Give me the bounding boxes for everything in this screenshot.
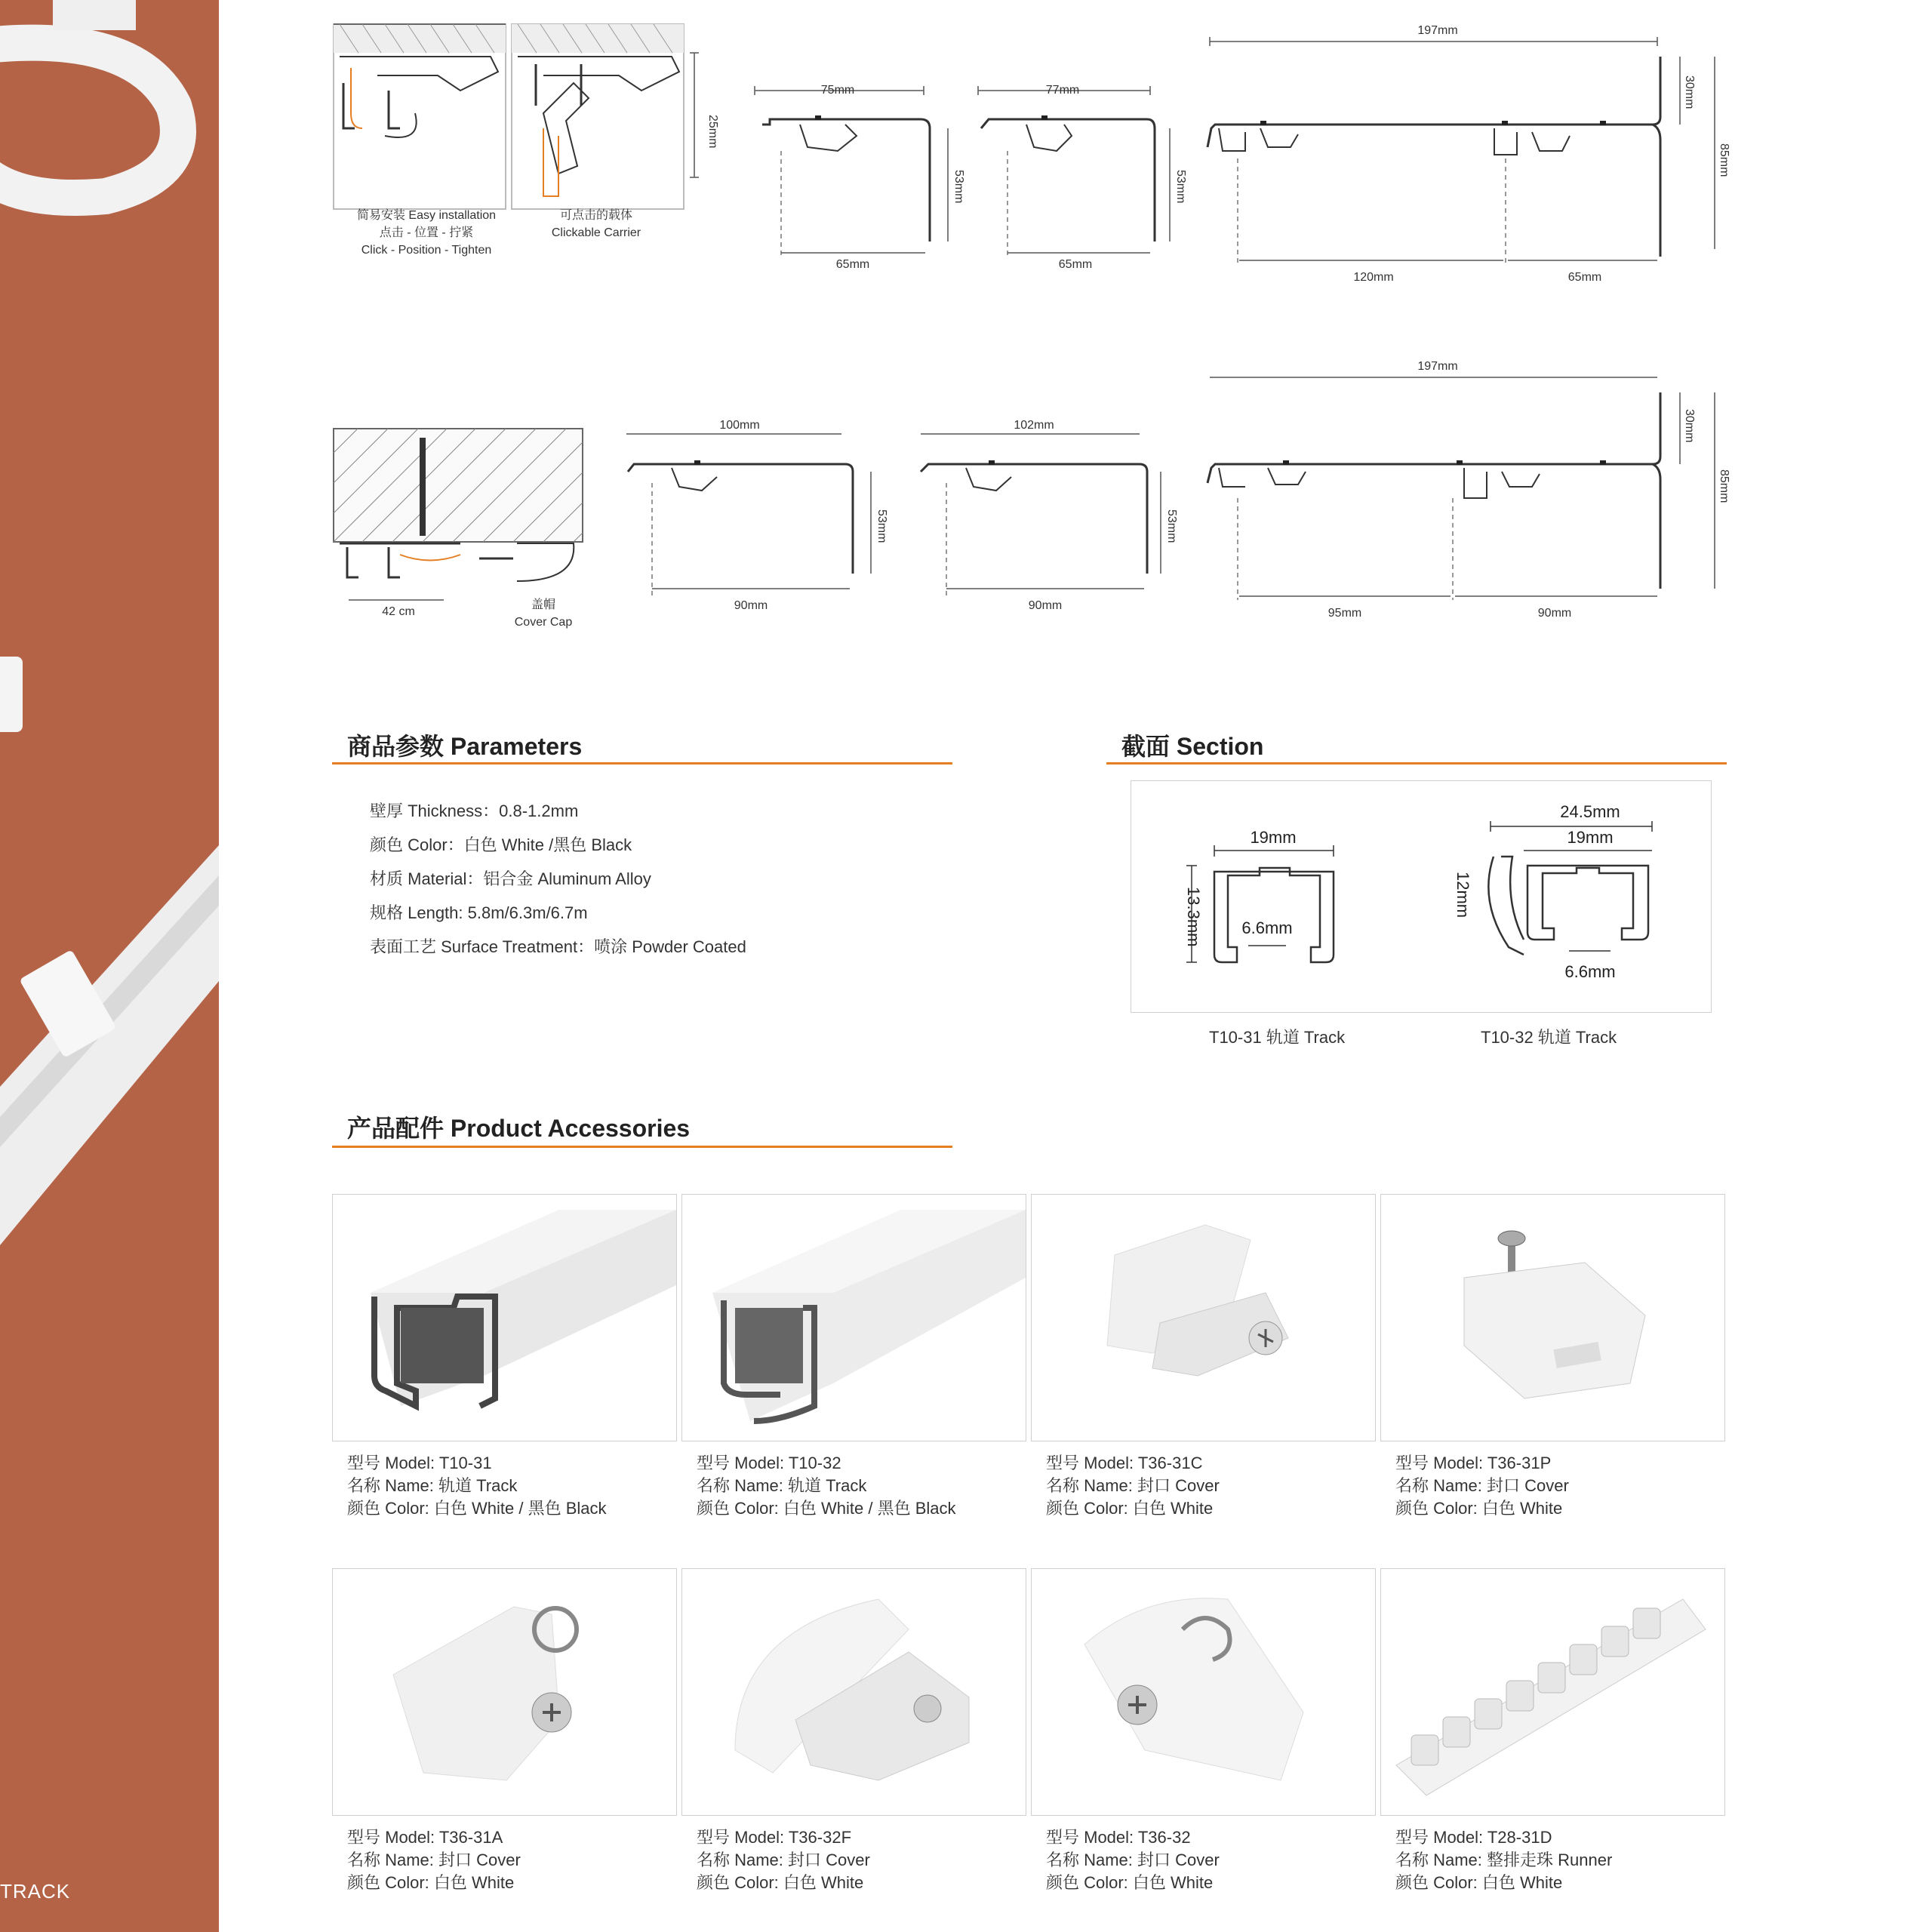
- end-cover-a-icon: [333, 1569, 676, 1815]
- accessory-text-t36-32: [1046, 1826, 1220, 1894]
- b3-bottom-left: 95mm: [1327, 607, 1362, 620]
- accessory-model: 型号 Model: T10-31: [347, 1454, 492, 1472]
- b2-height: 53mm: [1165, 509, 1178, 543]
- accessory-text-t36-32f: [697, 1826, 870, 1894]
- accessory-card-t36-32[interactable]: [1031, 1568, 1376, 1816]
- b3-h2: 85mm: [1718, 469, 1730, 503]
- d1-top: 75mm: [820, 84, 855, 97]
- accessory-color: 颜色 Color: 白色 White: [1395, 1499, 1563, 1518]
- accessory-color: 颜色 Color: 白色 White: [1046, 1873, 1214, 1892]
- param-item: 表面工艺 Surface Treatment：喷涂 Powder Coated: [370, 937, 746, 956]
- install-dim: 25mm: [706, 115, 719, 149]
- cover-cap-caption: [498, 596, 589, 631]
- accessory-color: 颜色 Color: 白色 White: [347, 1873, 515, 1892]
- d2-top: 77mm: [1045, 84, 1080, 97]
- install-zh: 简易安装: [356, 209, 405, 222]
- cover-cap-en: Cover Cap: [514, 616, 573, 629]
- accessory-name: 名称 Name: 封口 Cover: [1046, 1850, 1220, 1869]
- technical-diagrams: [317, 15, 1751, 634]
- section-drawing: [1131, 781, 1711, 1012]
- install-steps-zh: 点击 - 位置 - 拧紧: [379, 226, 474, 239]
- accessory-name: 名称 Name: 整排走珠 Runner: [1395, 1850, 1613, 1869]
- accessory-card-t36-31c[interactable]: [1031, 1194, 1376, 1441]
- cap-width: 42 cm: [382, 605, 415, 618]
- section-b-outer: 24.5mm: [1560, 802, 1620, 821]
- accessory-model: 型号 Model: T36-32F: [697, 1828, 852, 1847]
- accessory-color: 颜色 Color: 白色 White / 黑色 Black: [347, 1499, 607, 1518]
- parameters-underline: [332, 762, 952, 764]
- install-caption: [325, 207, 528, 259]
- section-a-width: 19mm: [1250, 828, 1297, 847]
- section-a-caption: T10-31 轨道 Track: [1209, 1028, 1346, 1047]
- d2-height: 53mm: [1174, 170, 1187, 204]
- section-title: 截面 Section: [1121, 733, 1264, 760]
- b3-top: 197mm: [1417, 360, 1458, 373]
- side-photo: [0, 0, 219, 1932]
- track-profile-31-icon: [333, 1195, 676, 1441]
- d3-h1: 30mm: [1683, 75, 1696, 109]
- accessory-card-t10-31[interactable]: [332, 1194, 677, 1441]
- section-b-caption: T10-32 轨道 Track: [1481, 1028, 1617, 1047]
- accessory-text-t10-32: [697, 1452, 956, 1520]
- accessory-text-t36-31p: [1395, 1452, 1569, 1520]
- b1-height: 53mm: [875, 509, 888, 543]
- cover-cap-zh: 盖帽: [531, 598, 555, 611]
- accessory-model: 型号 Model: T36-31C: [1046, 1454, 1203, 1472]
- d3-bottom-right: 65mm: [1567, 271, 1602, 284]
- accessory-card-t36-32f[interactable]: [681, 1568, 1026, 1816]
- accessories-underline: [332, 1146, 952, 1148]
- side-photo-art: [0, 0, 219, 1932]
- param-item: 材质 Material：铝合金 Aluminum Alloy: [370, 869, 651, 888]
- accessory-name: 名称 Name: 封口 Cover: [1046, 1476, 1220, 1495]
- carrier-zh: 可点击的载体: [559, 209, 632, 222]
- accessory-color: 颜色 Color: 白色 White: [1046, 1499, 1214, 1518]
- track-profile-32-icon: [682, 1195, 1026, 1441]
- b1-bottom: 90mm: [734, 599, 768, 612]
- d2-bottom: 65mm: [1058, 258, 1093, 271]
- accessory-card-t36-31p[interactable]: [1380, 1194, 1725, 1441]
- runner-strip-icon: [1381, 1569, 1724, 1815]
- install-steps-en: Click - Position - Tighten: [361, 244, 492, 257]
- section-b-gap: 6.6mm: [1564, 962, 1616, 981]
- section-b-width: 19mm: [1567, 828, 1614, 847]
- accessory-name: 名称 Name: 轨道 Track: [697, 1476, 867, 1495]
- b1-top: 100mm: [719, 419, 760, 432]
- section-box: [1131, 780, 1712, 1013]
- accessory-card-t10-32[interactable]: [681, 1194, 1026, 1441]
- param-item: 规格 Length: 5.8m/6.3m/6.7m: [370, 903, 588, 922]
- install-en: Easy installation: [408, 209, 497, 222]
- accessory-model: 型号 Model: T36-31A: [347, 1828, 503, 1847]
- accessory-name: 名称 Name: 封口 Cover: [1395, 1476, 1569, 1495]
- b3-h1: 30mm: [1683, 409, 1696, 443]
- accessory-name: 名称 Name: 轨道 Track: [347, 1476, 518, 1495]
- section-underline: [1106, 762, 1727, 764]
- accessory-model: 型号 Model: T10-32: [697, 1454, 841, 1472]
- param-item: 颜色 Color：白色 White /黑色 Black: [370, 835, 632, 854]
- accessory-card-t36-31a[interactable]: [332, 1568, 677, 1816]
- accessory-text-t10-31: [347, 1452, 607, 1520]
- end-cover-f-icon: [682, 1569, 1026, 1815]
- accessory-text-t36-31c: [1046, 1452, 1220, 1520]
- d3-bottom-left: 120mm: [1353, 271, 1394, 284]
- carrier-caption: [521, 207, 672, 242]
- section-a-height: 13.3mm: [1184, 887, 1203, 947]
- accessory-color: 颜色 Color: 白色 White / 黑色 Black: [697, 1499, 956, 1518]
- d3-top: 197mm: [1417, 24, 1458, 37]
- parameters-title: 商品参数 Parameters: [347, 733, 583, 760]
- accessory-model: 型号 Model: T36-32: [1046, 1828, 1191, 1847]
- d3-h2: 85mm: [1718, 143, 1730, 177]
- accessory-model: 型号 Model: T36-31P: [1395, 1454, 1552, 1472]
- end-cover-c-icon: [1032, 1195, 1375, 1441]
- accessory-text-t28-31d: [1395, 1826, 1612, 1894]
- accessory-text-t36-31a: [347, 1826, 521, 1894]
- b2-bottom: 90mm: [1028, 599, 1063, 612]
- param-item: 壁厚 Thickness：0.8-1.2mm: [370, 801, 579, 820]
- section-b-height: 12mm: [1454, 872, 1472, 918]
- accessory-name: 名称 Name: 封口 Cover: [347, 1850, 521, 1869]
- accessory-color: 颜色 Color: 白色 White: [697, 1873, 864, 1892]
- end-cover-p-icon: [1381, 1195, 1724, 1441]
- accessories-title: 产品配件 Product Accessories: [347, 1115, 691, 1142]
- accessory-color: 颜色 Color: 白色 White: [1395, 1873, 1563, 1892]
- end-cover-32-icon: [1032, 1569, 1375, 1815]
- accessory-model: 型号 Model: T28-31D: [1395, 1828, 1552, 1847]
- accessory-card-t28-31d[interactable]: [1380, 1568, 1725, 1816]
- d1-height: 53mm: [952, 170, 965, 204]
- accessory-name: 名称 Name: 封口 Cover: [697, 1850, 870, 1869]
- b3-bottom-right: 90mm: [1537, 607, 1572, 620]
- side-label: TRACK: [0, 1880, 71, 1903]
- d1-bottom: 65mm: [835, 258, 870, 271]
- parameters-list: [370, 794, 746, 964]
- carrier-en: Clickable Carrier: [551, 226, 641, 239]
- section-a-gap: 6.6mm: [1241, 918, 1293, 937]
- b2-top: 102mm: [1014, 419, 1054, 432]
